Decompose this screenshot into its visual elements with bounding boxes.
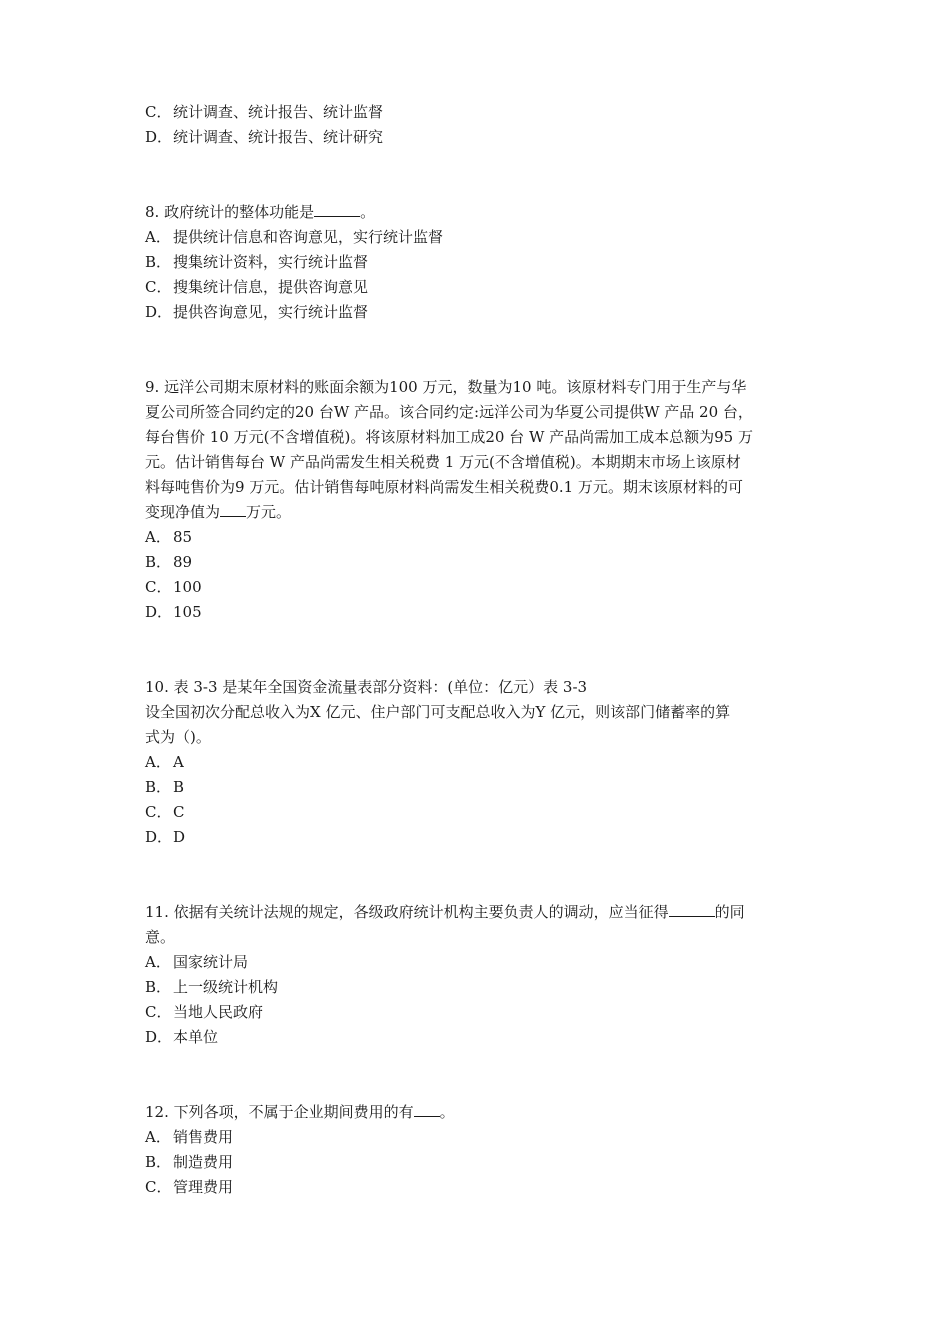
option-b [145, 775, 815, 800]
option-a [145, 1125, 815, 1150]
question-stem-line: 设全国初次分配总收入为X 亿元、住户部门可支配总收入为Y 亿元，则该部门储蓄率的算 [145, 703, 731, 721]
spacer [145, 325, 815, 375]
question-12 [145, 1100, 815, 1200]
option-text: A [173, 753, 184, 771]
option-d [145, 125, 815, 150]
question-10 [145, 675, 815, 850]
document-body [145, 100, 815, 1200]
answer-blank [220, 501, 246, 517]
option-letter: B． [145, 1153, 172, 1171]
option-text: 提供咨询意见，实行统计监督 [173, 303, 369, 321]
option-text: 100 [173, 578, 202, 596]
option-c [145, 575, 815, 600]
option-text: D [173, 828, 186, 846]
option-c [145, 1000, 815, 1025]
carryover-options [145, 100, 815, 150]
option-letter: B． [145, 978, 172, 996]
option-letter: B． [145, 253, 172, 271]
stem-text: 万元。 [246, 503, 292, 521]
option-letter: D． [145, 128, 173, 146]
stem-text: 。 [439, 1103, 455, 1121]
option-letter: C． [145, 1178, 172, 1196]
option-letter: A． [145, 228, 171, 246]
question-stem [145, 900, 815, 925]
question-stem-line: 9. 远洋公司期末原材料的账面余额为100 万元，数量为10 吨。该原材料专门用于生产与华 [145, 378, 747, 396]
option-d [145, 600, 815, 625]
answer-blank [314, 201, 360, 217]
question-stem-line: 意。 [145, 928, 176, 946]
option-letter: D． [145, 603, 173, 621]
stem-text: 8. 政府统计的整体功能是 [145, 203, 315, 221]
option-letter: D． [145, 828, 173, 846]
question-8 [145, 200, 815, 325]
option-letter: C． [145, 278, 172, 296]
option-a [145, 525, 815, 550]
spacer [145, 850, 815, 900]
question-stem-line: 夏公司所签合同约定的20 台W 产品。该合同约定:远洋公司为华夏公司提供W 产品 20 台， [145, 403, 753, 421]
option-d [145, 1025, 815, 1050]
spacer [145, 625, 815, 675]
option-text: 制造费用 [173, 1153, 234, 1171]
option-text: 管理费用 [173, 1178, 234, 1196]
question-stem-line: 10. 表 3-3 是某年全国资金流量表部分资料：(单位：亿元）表 3-3 [145, 678, 588, 696]
option-a [145, 225, 815, 250]
option-letter: D． [145, 303, 173, 321]
question-stem [145, 1100, 815, 1125]
question-stem-line [145, 500, 815, 525]
spacer [145, 1050, 815, 1100]
option-letter: A． [145, 1128, 171, 1146]
stem-text: 。 [360, 203, 376, 221]
option-text: 上一级统计机构 [173, 978, 279, 996]
question-stem-line: 料每吨售价为9 万元。估计销售每吨原材料尚需发生相关税费0.1 万元。期末该原材料的可 [145, 478, 743, 496]
option-text: 85 [173, 528, 193, 546]
option-text: 搜集统计资料，实行统计监督 [173, 253, 369, 271]
option-c [145, 1175, 815, 1200]
stem-text: 11. 依据有关统计法规的规定，各级政府统计机构主要负责人的调动，应当征得 [145, 903, 669, 921]
stem-text: 的同 [714, 903, 745, 921]
option-letter: D． [145, 1028, 173, 1046]
option-letter: B． [145, 778, 172, 796]
option-b [145, 1150, 815, 1175]
question-11 [145, 900, 815, 1050]
option-c [145, 100, 815, 125]
option-letter: A． [145, 953, 171, 971]
option-text: 销售费用 [173, 1128, 234, 1146]
option-letter: C． [145, 1003, 172, 1021]
option-letter: A． [145, 528, 171, 546]
option-a [145, 950, 815, 975]
question-9 [145, 375, 815, 625]
option-b [145, 550, 815, 575]
option-text: 统计调查、统计报告、统计研究 [173, 128, 384, 146]
option-b [145, 975, 815, 1000]
option-d [145, 300, 815, 325]
option-text: 105 [173, 603, 202, 621]
spacer [145, 150, 815, 200]
option-letter: C． [145, 803, 172, 821]
option-text: 当地人民政府 [173, 1003, 264, 1021]
option-c [145, 275, 815, 300]
option-text: 提供统计信息和咨询意见，实行统计监督 [173, 228, 444, 246]
stem-text: 变现净值为 [145, 503, 221, 521]
option-text: 搜集统计信息，提供咨询意见 [173, 278, 369, 296]
option-text: 国家统计局 [173, 953, 249, 971]
option-text: C [173, 803, 185, 821]
option-b [145, 250, 815, 275]
option-text: B [173, 778, 185, 796]
option-c [145, 800, 815, 825]
option-letter: C． [145, 103, 172, 121]
option-a [145, 750, 815, 775]
option-letter: B． [145, 553, 172, 571]
answer-blank [414, 1101, 440, 1117]
option-letter: C． [145, 578, 172, 596]
question-stem-line: 元。估计销售每台 W 产品尚需发生相关税费 1 万元(不含增值税)。本期期末市场上该原材 [145, 453, 741, 471]
option-letter: A． [145, 753, 171, 771]
answer-blank [669, 901, 715, 917]
question-stem [145, 200, 815, 225]
option-text: 本单位 [173, 1028, 219, 1046]
question-stem-line: 式为（)。 [145, 728, 211, 746]
stem-text: 12. 下列各项，不属于企业期间费用的有 [145, 1103, 414, 1121]
option-d [145, 825, 815, 850]
option-text: 统计调查、统计报告、统计监督 [173, 103, 384, 121]
question-stem-line: 每台售价 10 万元(不含增值税)。将该原材料加工成20 台 W 产品尚需加工成本总额为95 万 [145, 428, 753, 446]
option-text: 89 [173, 553, 193, 571]
